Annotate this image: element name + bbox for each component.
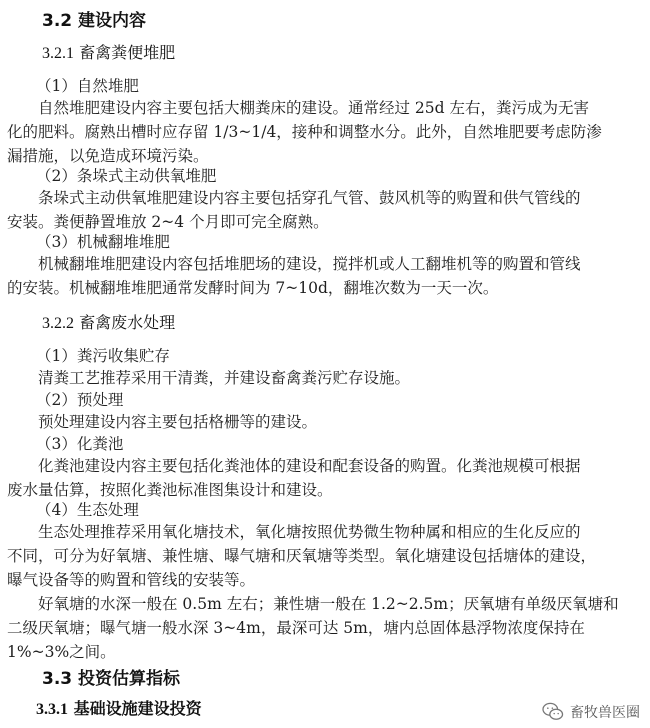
text-line: 1%~3%之间。 bbox=[7, 643, 116, 661]
text-line: 废水量估算，按照化粪池标准图集设计和建设。 bbox=[7, 481, 333, 499]
heading-title: 畜禽粪便堆肥 bbox=[74, 43, 176, 62]
watermark-text: 畜牧兽医圈 bbox=[570, 705, 640, 721]
watermark bbox=[542, 702, 640, 722]
text-line: 化的肥料。腐熟出槽时应存留 1/3~1/4，接种和调整水分。此外，自然堆肥要考虑防渗 bbox=[7, 123, 602, 141]
text-line: 安装。粪便静置堆放 2~4 个月即可完全腐熟。 bbox=[7, 213, 329, 231]
heading-number: 3.3.1 bbox=[36, 701, 68, 718]
paragraph-manure-storage bbox=[7, 366, 643, 390]
text-line: 二级厌氧塘；曝气塘一般水深 3~4m，最深可达 5m，塘内总固体悬浮物浓度保持在 bbox=[7, 619, 585, 637]
paragraph-septic-tank bbox=[7, 454, 643, 502]
text-line: 生态处理推荐采用氧化塘技术，氧化塘按照优势微生物种属和相应的生化反应的 bbox=[38, 523, 581, 541]
text-line: 不同，可分为好氧塘、兼性塘、曝气塘和厌氧塘等类型。氧化塘建设包括塘体的建设， bbox=[7, 547, 597, 565]
paragraph-windrow-compost bbox=[7, 186, 643, 234]
text-line: 好氧塘的水深一般在 0.5m 左右；兼性塘一般在 1.2~2.5m；厌氧塘有单级厌氧塘和 bbox=[38, 595, 619, 613]
paragraph-mechanical-compost bbox=[7, 252, 643, 300]
text-line: 自然堆肥建设内容主要包括大棚粪床的建设。通常经过 25d 左右，粪污成为无害 bbox=[38, 99, 590, 117]
heading-number: 3.2.1 bbox=[42, 45, 74, 62]
item-mechanical-compost-title: （3）机械翻堆堆肥 bbox=[36, 233, 170, 251]
text-line: 清粪工艺推荐采用干清粪，并建设畜禽粪污贮存设施。 bbox=[38, 369, 411, 387]
paragraph-pretreatment bbox=[7, 410, 643, 434]
text-line: 漏措施，以免造成环境污染。 bbox=[7, 147, 209, 165]
item-pretreatment-title: （2）预处理 bbox=[36, 391, 124, 409]
text-line: 的安装。机械翻堆堆肥通常发酵时间为 7~10d，翻堆次数为一天一次。 bbox=[7, 279, 499, 297]
section-heading-3-3: 3.3 投资估算指标 bbox=[42, 669, 181, 689]
subsection-heading-3-3-1 bbox=[36, 696, 202, 719]
heading-title: 畜禽废水处理 bbox=[74, 313, 176, 332]
item-septic-tank-title: （3）化粪池 bbox=[36, 435, 124, 453]
text-line: 预处理建设内容主要包括格栅等的建设。 bbox=[38, 413, 318, 431]
item-manure-storage-title: （1）粪污收集贮存 bbox=[36, 347, 170, 365]
paragraph-ecological-treatment bbox=[7, 520, 643, 664]
item-ecological-treatment-title: （4）生态处理 bbox=[36, 501, 139, 519]
heading-title: 基础设施建设投资 bbox=[68, 699, 202, 718]
item-natural-compost-title: （1）自然堆肥 bbox=[36, 77, 139, 95]
text-line: 化粪池建设内容主要包括化粪池体的建设和配套设备的购置。化粪池规模可根据 bbox=[38, 457, 581, 475]
text-line: 机械翻堆堆肥建设内容包括堆肥场的建设，搅拌机或人工翻堆机等的购置和管线 bbox=[38, 255, 581, 273]
paragraph-natural-compost bbox=[7, 96, 643, 168]
section-heading-3-2: 3.2 建设内容 bbox=[42, 11, 147, 31]
text-line: 曝气设备等的购置和管线的安装等。 bbox=[7, 571, 256, 589]
text-line: 条垛式主动供氧堆肥建设内容主要包括穿孔气管、鼓风机等的购置和供气管线的 bbox=[38, 189, 581, 207]
heading-number: 3.2.2 bbox=[42, 315, 74, 332]
subsection-heading-3-2-1 bbox=[42, 40, 175, 63]
item-windrow-compost-title: （2）条垛式主动供氧堆肥 bbox=[36, 167, 217, 185]
subsection-heading-3-2-2 bbox=[42, 310, 175, 333]
wechat-icon bbox=[542, 702, 564, 722]
